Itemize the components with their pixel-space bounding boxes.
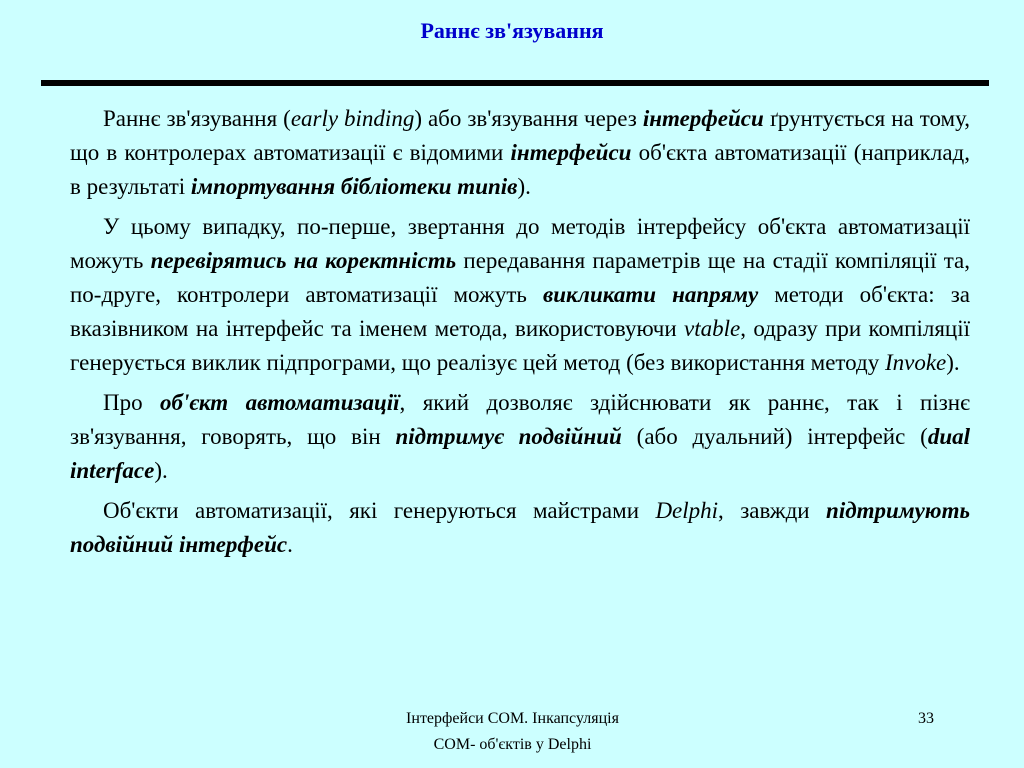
paragraph	[70, 386, 970, 488]
emphasis-term: підтримує подвійний	[395, 424, 622, 449]
text-run: ) або зв'язування через	[414, 106, 643, 131]
text-run: .	[287, 532, 293, 557]
emphasis-term: інтерфейси	[510, 140, 632, 165]
text-run: , одразу при компіляції генерується виклик підпрограми, що реалізує цей метод (без використання методу	[70, 316, 971, 375]
slide-title: Раннє зв'язування	[420, 18, 604, 43]
text-run: передавання параметрів ще на стадії компіляції та, по-друге, контролери автоматизації можуть	[70, 248, 970, 307]
emphasis-term: викликати напряму	[542, 282, 759, 307]
italic-term: early binding	[290, 106, 415, 131]
text-run: Про	[103, 390, 161, 415]
text-run: ґрунтується на тому, що в контролерах автоматизації є відомими	[70, 106, 971, 165]
slide-body	[70, 102, 970, 568]
text-run: ).	[946, 350, 960, 375]
paragraph	[70, 494, 970, 562]
footer-line-2: COM- об'єктів у Delphi	[433, 736, 592, 753]
text-run: об'єкта автоматизації (наприклад, в результаті	[70, 140, 970, 199]
italic-term: Invoke	[884, 350, 947, 375]
paragraph	[70, 102, 970, 204]
italic-term: Delphi	[655, 498, 719, 523]
paragraph	[70, 210, 970, 380]
emphasis-term: імпортування бібліотеки типів	[190, 174, 518, 199]
text-run: , завжди	[718, 498, 827, 523]
emphasis-term: dual interface	[70, 424, 970, 483]
text-run: ).	[517, 174, 531, 199]
text-run: Раннє зв'язування (	[103, 106, 291, 131]
text-run: методи об'єкта: за вказівником на інтерфейс та іменем метода, використовуючи	[70, 282, 970, 341]
emphasis-term: об'єкт автоматизації	[160, 390, 400, 415]
text-run: Об'єкти автоматизації, які генеруються майстрами	[103, 498, 656, 523]
footer-caption	[340, 706, 685, 758]
text-run: , який дозволяє здійснювати як раннє, так і пізнє зв'язування, говорять, що він	[70, 390, 970, 449]
emphasis-term: перевірятись на коректність	[150, 248, 457, 273]
text-run: У цьому випадку, по-перше, звертання до методів інтерфейсу об'єкта автоматизації можуть	[70, 214, 970, 273]
page-number: 33	[918, 710, 934, 727]
emphasis-term: підтримують подвійний інтерфейс	[70, 498, 970, 557]
text-run: (або дуальний) інтерфейс (	[621, 424, 928, 449]
italic-term: vtable	[684, 316, 741, 341]
title-divider	[41, 80, 989, 86]
text-run: ).	[154, 458, 168, 483]
emphasis-term: інтерфейси	[642, 106, 764, 131]
footer-line-1: Інтерфейси COM. Інкапсуляція	[406, 710, 619, 727]
